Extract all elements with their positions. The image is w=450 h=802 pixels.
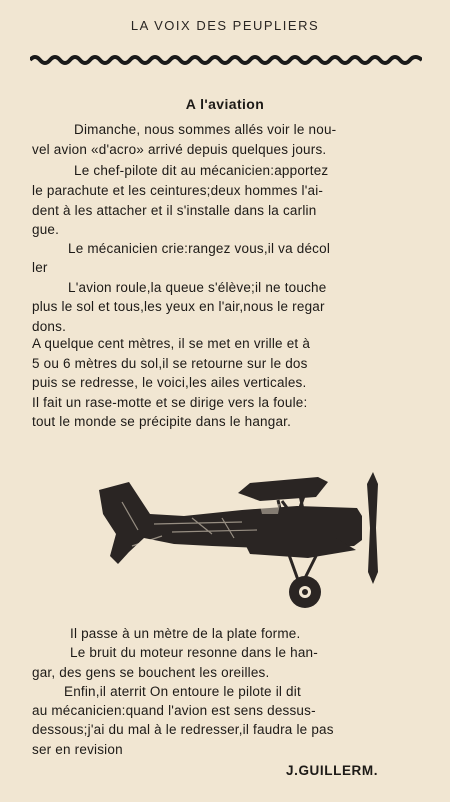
text-line: dessous;j'ai du mal à le redresser,il faudra le pas — [32, 722, 334, 737]
text-line: ler — [32, 260, 48, 275]
text-line: gue. — [32, 222, 60, 237]
text-line: vel avion «d'acro» arrivé depuis quelques jours. — [32, 142, 327, 157]
text-line: Le chef-pilote dit au mécanicien:apportez — [74, 163, 329, 178]
airplane-illustration — [92, 468, 392, 613]
text-line: 5 ou 6 mètres du sol,il se retourne sur le dos — [32, 356, 308, 371]
newsletter-header: LA VOIX DES PEUPLIERS — [130, 18, 320, 33]
text-line: au mécanicien:quand l'avion est sens dessus- — [32, 703, 316, 718]
wavy-divider — [30, 54, 422, 66]
text-line: Le mécanicien crie:rangez vous,il va décol — [68, 241, 331, 256]
author-signature: J.GUILLERM. — [286, 763, 379, 778]
text-line: le parachute et les ceintures;deux hommes l'ai- — [32, 183, 324, 198]
text-line: dons. — [32, 319, 67, 334]
text-line: A quelque cent mètres, il se met en vrille et à — [32, 336, 311, 351]
text-line: gar, des gens se bouchent les oreilles. — [32, 665, 270, 680]
text-line: Il passe à un mètre de la plate forme. — [70, 626, 301, 641]
article-title: A l'aviation — [185, 96, 265, 112]
text-line: dent à les attacher et il s'installe dans la carlin — [32, 203, 317, 218]
text-line: plus le sol et tous,les yeux en l'air,nous le regar — [32, 299, 325, 314]
text-line: Enfin,il aterrit On entoure le pilote il dit — [64, 684, 301, 699]
text-line: Il fait un rase-motte et se dirige vers la foule: — [32, 395, 308, 410]
text-line: Le bruit du moteur resonne dans le han- — [70, 645, 318, 660]
text-line: tout le monde se précipite dans le hangar. — [32, 414, 292, 429]
text-line: L'avion roule,la queue s'élève;il ne touche — [68, 280, 327, 295]
text-line: Dimanche, nous sommes allés voir le nou- — [74, 122, 337, 137]
text-line: ser en revision — [32, 742, 123, 757]
text-line: puis se redresse, le voici,les ailes verticales. — [32, 375, 307, 390]
